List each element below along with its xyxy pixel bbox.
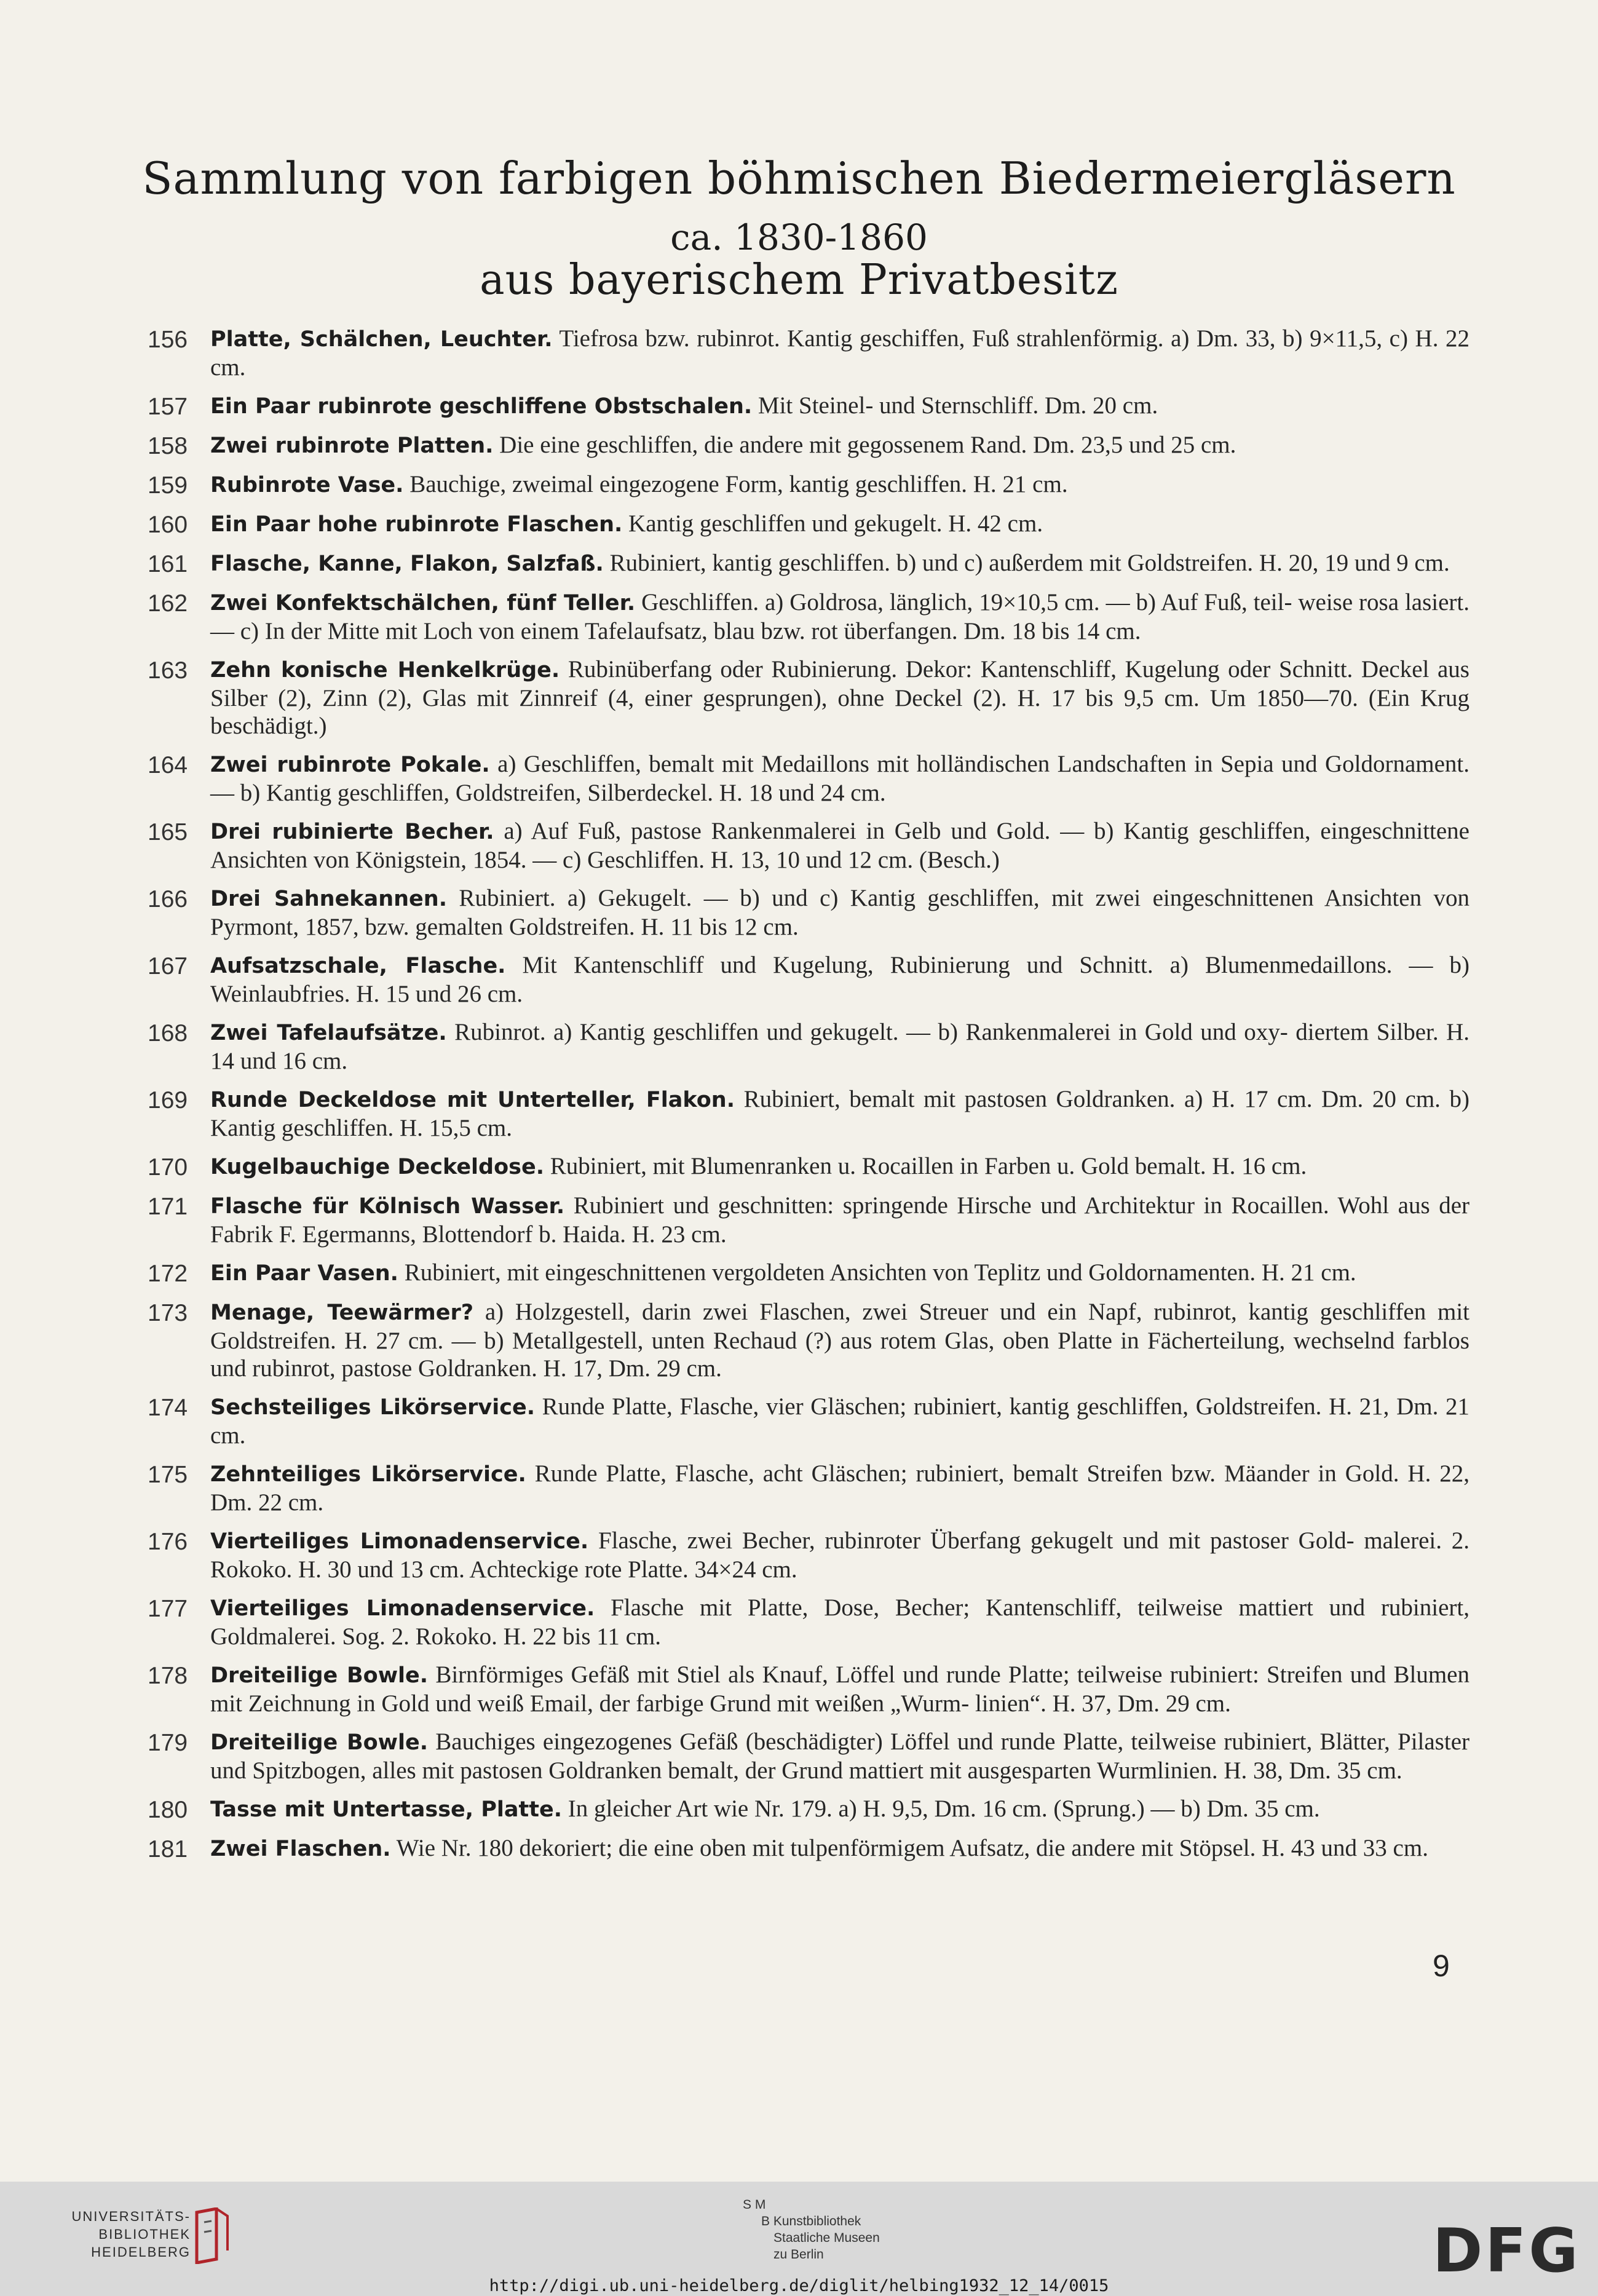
lot-title: Ein Paar hohe rubinrote Flaschen. [210, 512, 623, 537]
lot-number: 176 [148, 1529, 188, 1555]
lot-number: 161 [148, 551, 188, 577]
heidelberg-library-logo[interactable] [49, 2207, 234, 2261]
lot-title: Rubinrote Vase. [210, 473, 404, 497]
catalog-entries [148, 325, 1469, 1874]
lot-description: Rubiniert, mit Blumenranken u. Rocaillen in Farben u. Gold bemalt. H. 16 cm. [544, 1153, 1307, 1179]
museum-name: Kunstbibliothek [773, 2214, 861, 2228]
lot-number: 160 [148, 512, 188, 538]
lot-title: Zwei Konfektschälchen, fünf Teller. [210, 591, 636, 616]
catalog-entry [148, 1298, 1469, 1382]
lot-title: Zwei Tafelaufsätze. [210, 1021, 447, 1045]
dfg-logo[interactable]: DFG [1433, 2216, 1581, 2286]
collection-title: Sammlung von farbigen böhmischen Biedermeiergläsern [142, 152, 1456, 204]
catalog-entry [148, 392, 1469, 421]
page-number: 9 [1433, 1949, 1450, 1983]
lot-number: 164 [148, 752, 188, 778]
lot-title: Menage, Teewärmer? [210, 1300, 474, 1325]
lot-title: Flasche für Kölnisch Wasser. [210, 1194, 565, 1219]
lot-number: 157 [148, 394, 188, 420]
library-name-line: UNIVERSITÄTS- [71, 2209, 191, 2224]
museum-line [761, 2213, 964, 2230]
lot-number: 178 [148, 1663, 188, 1689]
catalog-entry [148, 750, 1469, 807]
catalog-entry [148, 1460, 1469, 1516]
catalog-entry [148, 1527, 1469, 1583]
lot-title: Drei Sahnekannen. [210, 887, 447, 911]
catalog-entry [148, 1152, 1469, 1181]
lot-description: Bauchige, zweimal eingezogene Form, kantig geschliffen. H. 21 cm. [403, 471, 1068, 497]
lot-title: Ein Paar rubinrote geschliffene Obstschalen. [210, 394, 753, 419]
lot-description: a) Auf Fuß, pastose Rankenmalerei in Gelb und Gold. — b) Kantig geschliffen, eingeschnittene Ansichten von Königstein, 1854. — c) Geschliffen. H. 13, 10 und 12 cm. (Besch.) [210, 818, 1469, 873]
lot-number: 180 [148, 1797, 188, 1823]
library-name-line: HEIDELBERG [91, 2244, 191, 2260]
permalink-url[interactable]: http://digi.ub.uni-heidelberg.de/diglit/helbing1932_12_14/0015 [489, 2276, 1109, 2295]
lot-description: a) Holzgestell, darin zwei Flaschen, zwei Streuer und ein Napf, rubinrot, kantig geschliffen mit Goldstreifen. H. 27 cm. — b) Metallgestell, unten Rechaud (?) aus rotem Glas, oben Platte in Fächerteilung, wechselnd farblos und rubinrot, pastose Goldranken. H. 17, Dm. 29 cm. [210, 1299, 1470, 1382]
lot-description: Kantig geschliffen und gekugelt. H. 42 cm. [622, 510, 1043, 537]
lot-number: 172 [148, 1261, 188, 1287]
lot-description: Flasche, zwei Becher, rubinroter Überfang gekugelt und mit pastoser Gold- malerei. 2. Rokoko. H. 30 und 13 cm. Achteckige rote Platte. 34×24 cm. [210, 1527, 1469, 1583]
smb-mark: S M [743, 2198, 766, 2212]
lot-description: a) Geschliffen, bemalt mit Medaillons mit holländischen Landschaften in Sepia und Goldornament. — b) Kantig geschliffen, Goldstreifen, Silberdeckel. H. 18 und 24 cm. [210, 751, 1469, 806]
museum-line: Staatliche Museen [773, 2231, 880, 2245]
lot-number: 169 [148, 1087, 188, 1114]
lot-number: 179 [148, 1730, 188, 1756]
catalog-entry [148, 655, 1469, 740]
lot-title: Zwei Flaschen. [210, 1837, 391, 1861]
smb-kunstbibliothek-logo[interactable] [743, 2196, 964, 2263]
lot-number: 167 [148, 953, 188, 980]
catalog-entry [148, 1795, 1469, 1824]
lot-description: Runde Platte, Flasche, vier Gläschen; rubiniert, kantig geschliffen, Goldstreifen. H. 21, Dm. 21 cm. [210, 1393, 1469, 1449]
lot-description: Rubinrot. a) Kantig geschliffen und gekugelt. — b) Rankenmalerei in Gold und oxy- diertem Silber. H. 14 und 16 cm. [210, 1019, 1469, 1074]
lot-title: Vierteiliges Limonadenservice. [210, 1596, 595, 1621]
lot-description: Flasche mit Platte, Dose, Becher; Kantenschliff, teilweise mattiert und rubiniert, Goldmalerei. Sog. 2. Rokoko. H. 22 bis 11 cm. [210, 1594, 1469, 1650]
catalog-entry [148, 470, 1469, 499]
catalog-entry [148, 510, 1469, 539]
lot-number: 156 [148, 327, 188, 353]
catalog-entry [148, 549, 1469, 578]
museum-b: B [761, 2214, 770, 2228]
lot-number: 158 [148, 433, 188, 459]
collection-dates: ca. 1830-1860 [670, 216, 928, 258]
catalog-entry [148, 1393, 1469, 1449]
catalog-entry [148, 1192, 1469, 1248]
collection-source: aus bayerischem Privatbesitz [480, 256, 1118, 304]
lot-title: Dreiteilige Bowle. [210, 1663, 429, 1688]
catalog-entry [148, 588, 1469, 645]
lot-description: Runde Platte, Flasche, acht Gläschen; rubiniert, bemalt Streifen bzw. Mäander in Gold. H. 22, Dm. 22 cm. [210, 1460, 1469, 1516]
lot-title: Dreiteilige Bowle. [210, 1730, 429, 1755]
lot-number: 181 [148, 1836, 188, 1863]
lot-description: Rubiniert, bemalt mit pastosen Goldranken. a) H. 17 cm. Dm. 20 cm. b) Kantig geschliffen. H. 15,5 cm. [210, 1086, 1469, 1141]
lot-title: Aufsatzschale, Flasche. [210, 954, 506, 978]
lot-number: 173 [148, 1300, 188, 1326]
lot-description: Rubiniert. a) Gekugelt. — b) und c) Kantig geschliffen, mit zwei eingeschnittenen Ansichten von Pyrmont, 1857, bzw. gemalten Goldstreifen. H. 11 bis 12 cm. [210, 885, 1469, 940]
lot-description: Geschliffen. a) Goldrosa, länglich, 19×10,5 cm. — b) Auf Fuß, teil- weise rosa lasiert. — c) In der Mitte mit Loch von einem Tafelaufsatz, blau bzw. rot überfangen. Dm. 18 bis 14 cm. [210, 589, 1469, 644]
catalog-entry [148, 884, 1469, 941]
catalog-entry [148, 951, 1469, 1008]
catalog-entry [148, 817, 1469, 874]
lot-description: Birnförmiges Gefäß mit Stiel als Knauf, Löffel und runde Platte; teilweise rubiniert: Streifen und Blumen mit Zeichnung in Gold und weiß Email, der farbige Grund mit weißen „Wurm- linien“. H. 37, Dm. 29 cm. [210, 1661, 1469, 1717]
lot-description: Die eine geschliffen, die andere mit gegossenem Rand. Dm. 23,5 und 25 cm. [493, 432, 1236, 458]
catalog-entry [148, 1661, 1469, 1717]
catalog-entry [148, 1259, 1469, 1288]
lot-description: In gleicher Art wie Nr. 179. a) H. 9,5, Dm. 16 cm. (Sprung.) — b) Dm. 35 cm. [562, 1795, 1320, 1822]
digitization-footer [0, 2182, 1598, 2296]
catalog-entry [148, 1594, 1469, 1650]
lot-description: Rubiniert und geschnitten: springende Hirsche und Architektur in Rocaillen. Wohl aus der Fabrik F. Egermanns, Blottendorf b. Haida. H. 23 cm. [210, 1192, 1470, 1248]
lot-number: 171 [148, 1194, 188, 1220]
lot-description: Wie Nr. 180 dekoriert; die eine oben mit tulpenförmigem Aufsatz, die andere mit Stöpsel. H. 43 und 33 cm. [390, 1835, 1428, 1861]
lot-title: Zehn konische Henkelkrüge. [210, 658, 560, 683]
lot-title: Kugelbauchige Deckeldose. [210, 1155, 545, 1179]
library-name-line: BIBLIOTHEK [98, 2227, 191, 2242]
catalog-entry [148, 1085, 1469, 1142]
lot-description: Tiefrosa bzw. rubinrot. Kantig geschiffen, Fuß strahlenförmig. a) Dm. 33, b) 9×11,5, c) H. 22 cm. [210, 325, 1470, 381]
lot-title: Zwei rubinrote Platten. [210, 433, 494, 458]
lot-number: 170 [148, 1154, 188, 1181]
lot-title: Platte, Schälchen, Leuchter. [210, 327, 553, 352]
catalog-entry [148, 325, 1469, 381]
catalog-entry [148, 1728, 1469, 1784]
catalog-entry [148, 431, 1469, 460]
museum-line: zu Berlin [773, 2247, 824, 2262]
lot-title: Tasse mit Untertasse, Platte. [210, 1797, 563, 1822]
lot-title: Ein Paar Vasen. [210, 1261, 398, 1286]
lot-title: Sechsteiliges Likörservice. [210, 1395, 535, 1420]
lot-title: Runde Deckeldose mit Unterteller, Flakon. [210, 1088, 735, 1112]
lot-description: Rubiniert, kantig geschliffen. b) und c) außerdem mit Goldstreifen. H. 20, 19 und 9 cm. [603, 550, 1450, 576]
lot-number: 174 [148, 1395, 188, 1421]
lot-description: Bauchiges eingezogenes Gefäß (beschädigter) Löffel und runde Platte, teilweise rubiniert, Blätter, Pilaster und Spitzbogen, alles mit pastosen Goldranken bemalt, der Grund mattiert mit ausgesparten Wurmlinien. H. 38, Dm. 35 cm. [210, 1728, 1469, 1784]
lot-description: Mit Steinel- und Sternschliff. Dm. 20 cm. [752, 392, 1158, 419]
lot-number: 177 [148, 1596, 188, 1622]
library-emblem-icon [192, 2207, 231, 2264]
lot-number: 175 [148, 1462, 188, 1488]
lot-title: Zehnteiliges Likörservice. [210, 1462, 526, 1487]
lot-number: 162 [148, 590, 188, 617]
lot-title: Vierteiliges Limonadenservice. [210, 1529, 589, 1554]
lot-number: 159 [148, 472, 188, 499]
lot-number: 168 [148, 1020, 188, 1047]
lot-number: 165 [148, 819, 188, 845]
catalog-entry [148, 1018, 1469, 1075]
lot-number: 166 [148, 886, 188, 912]
lot-description: Mit Kantenschliff und Kugelung, Rubinierung und Schnitt. a) Blumenmedaillons. — b) Weinlaubfries. H. 15 und 26 cm. [210, 952, 1469, 1007]
lot-title: Flasche, Kanne, Flakon, Salzfaß. [210, 552, 604, 576]
lot-description: Rubiniert, mit eingeschnittenen vergoldeten Ansichten von Teplitz und Goldornamenten. H. 21 cm. [398, 1259, 1356, 1286]
lot-title: Zwei rubinrote Pokale. [210, 753, 490, 777]
lot-description: Rubinüberfang oder Rubinierung. Dekor: Kantenschliff, Kugelung oder Schnitt. Deckel aus Silber (2), Zinn (2), Glas mit Zinnreif (4, einer gesprungen), ohne Deckel (2). H. 17 bis 9,5 cm. Um 1850—70. (Ein Krug beschädigt.) [210, 656, 1469, 739]
lot-number: 163 [148, 657, 188, 684]
lot-title: Drei rubinierte Becher. [210, 820, 494, 844]
catalog-entry [148, 1834, 1469, 1863]
